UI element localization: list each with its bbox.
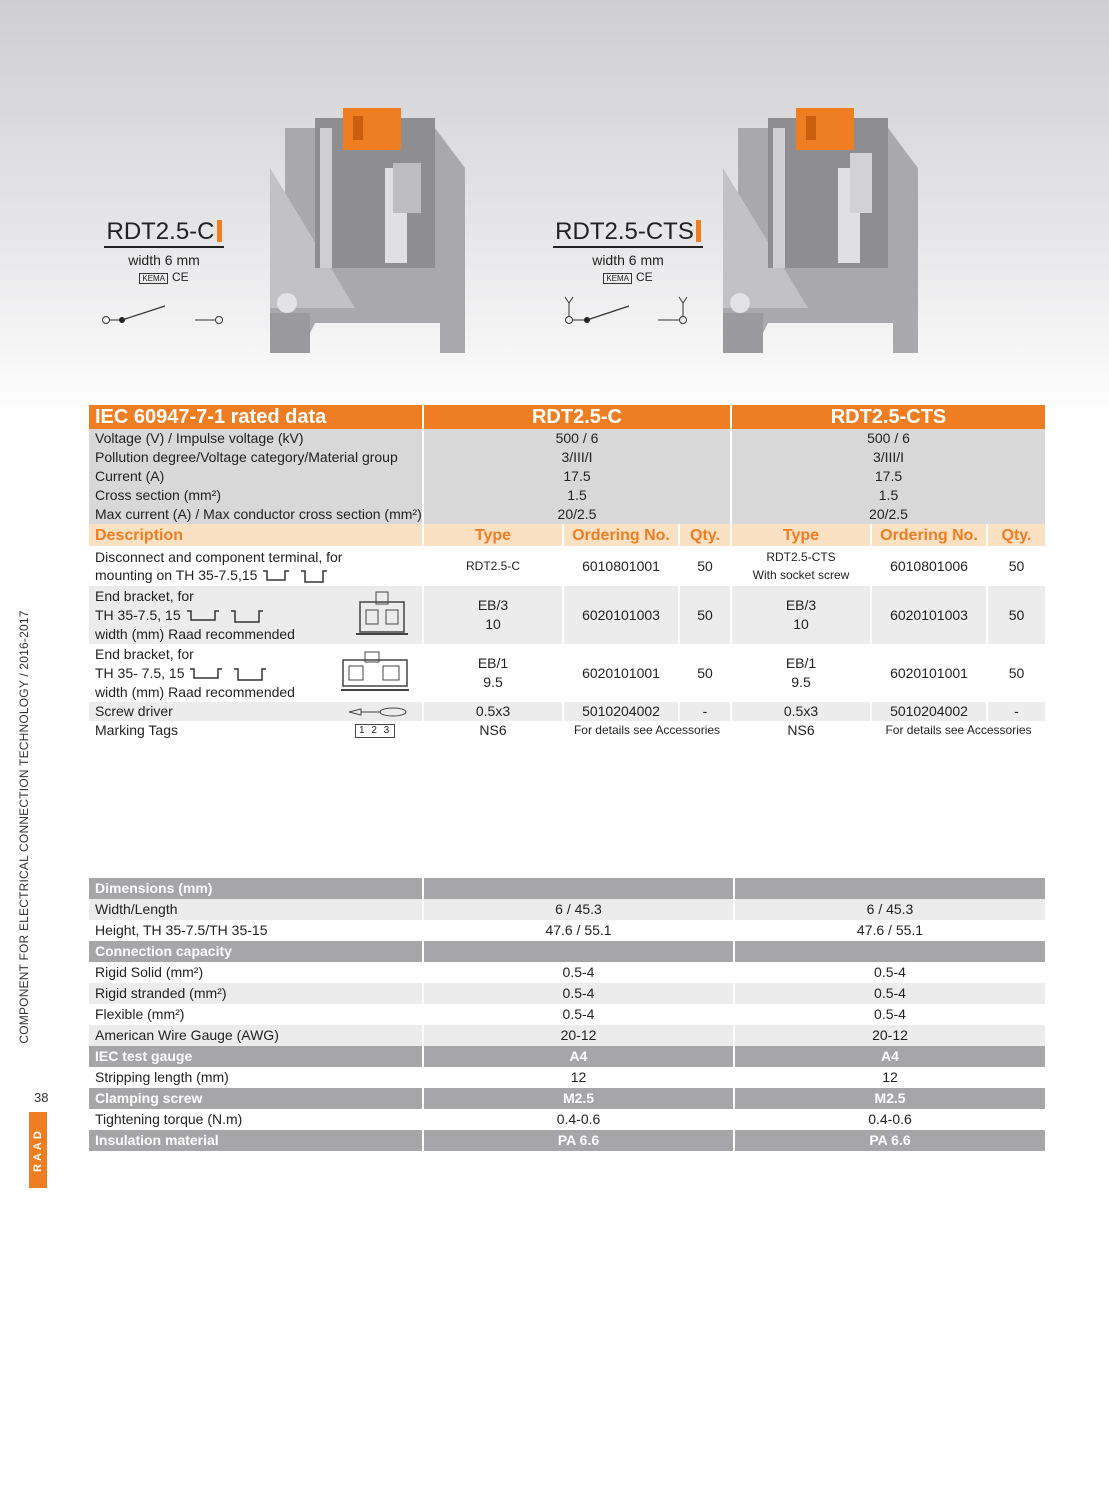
- qty-value: 50: [987, 644, 1045, 702]
- type-value: NS6: [423, 721, 563, 740]
- rated-label: Max current (A) / Max conductor cross section (mm²): [89, 505, 423, 524]
- type-value: 0.5x3: [423, 702, 563, 721]
- ordering-row: [89, 644, 1045, 702]
- ordering-description: [89, 644, 423, 702]
- rated-title: IEC 60947-7-1 rated data: [89, 405, 423, 429]
- ordering-header: Ordering No.: [563, 524, 679, 546]
- spec-value-2: [734, 878, 1045, 899]
- ordering-number: 5010204002: [563, 702, 679, 721]
- spec-value-1: 0.5-4: [423, 1004, 734, 1025]
- product-name: RDT2.5-CTS: [553, 218, 703, 248]
- spec-value-2: 6 / 45.3: [734, 899, 1045, 920]
- terminal-block-image-rdt25cts: [708, 108, 928, 358]
- spec-value-2: A4: [734, 1046, 1045, 1067]
- ordering-header-row: [89, 524, 1045, 546]
- ordering-description: [89, 546, 423, 586]
- type-line: EB/1: [477, 655, 509, 671]
- ordering-description: [89, 721, 423, 740]
- rated-value: 20/2.5: [731, 505, 1045, 524]
- qty-value: 50: [679, 644, 731, 702]
- terminal-block-image-rdt25c: [255, 108, 475, 358]
- type-value: [731, 546, 871, 586]
- type-note: 10: [485, 616, 501, 632]
- type-value: [423, 644, 563, 702]
- ordering-row: [89, 546, 1045, 586]
- spec-label: Rigid stranded (mm²): [89, 983, 423, 1004]
- spec-label: Dimensions (mm): [89, 878, 423, 899]
- type-value: NS6: [731, 721, 871, 740]
- rated-row: [89, 505, 1045, 524]
- ordering-note: For details see Accessories: [563, 721, 731, 740]
- product-label-rdt25c: [100, 218, 228, 284]
- type-line: EB/1: [785, 655, 817, 671]
- desc-line: End bracket, for: [95, 587, 194, 604]
- rated-row: [89, 429, 1045, 448]
- spec-value-1: 0.4-0.6: [423, 1109, 734, 1130]
- spec-row: [89, 983, 1045, 1004]
- screwdriver-icon: [347, 706, 409, 718]
- spec-row: [89, 899, 1045, 920]
- spec-label: Stripping length (mm): [89, 1067, 423, 1088]
- spec-value-1: A4: [423, 1046, 734, 1067]
- ordering-number: 6020101001: [871, 644, 987, 702]
- spec-label: Insulation material: [89, 1130, 423, 1151]
- spec-label: American Wire Gauge (AWG): [89, 1025, 423, 1046]
- ordering-row: [89, 721, 1045, 740]
- rated-value: 20/2.5: [423, 505, 731, 524]
- spec-value-1: 6 / 45.3: [423, 899, 734, 920]
- product-column-1: RDT2.5-C: [423, 405, 731, 429]
- ordering-note: For details see Accessories: [871, 721, 1045, 740]
- rated-value: 3/III/I: [423, 448, 731, 467]
- spec-row: [89, 962, 1045, 983]
- rated-value: 17.5: [423, 467, 731, 486]
- spec-row: [89, 1109, 1045, 1130]
- spec-value-1: 12: [423, 1067, 734, 1088]
- type-note: 9.5: [483, 674, 503, 690]
- spec-value-2: 47.6 / 55.1: [734, 920, 1045, 941]
- desc-line: Screw driver: [95, 703, 173, 719]
- brand-logo: RAAD: [29, 1112, 47, 1188]
- rated-value: 3/III/I: [731, 448, 1045, 467]
- ordering-description: [89, 586, 423, 644]
- type-value: [731, 644, 871, 702]
- spec-value-2: PA 6.6: [734, 1130, 1045, 1151]
- rated-value: 500 / 6: [731, 429, 1045, 448]
- rated-header-row: [89, 405, 1045, 429]
- product-column-2: RDT2.5-CTS: [731, 405, 1045, 429]
- spec-value-2: 12: [734, 1067, 1045, 1088]
- certification-marks: KEMA CE: [100, 270, 228, 284]
- ordering-header: Ordering No.: [871, 524, 987, 546]
- spec-label: Connection capacity: [89, 941, 423, 962]
- rated-value: 500 / 6: [423, 429, 731, 448]
- rated-label: Cross section (mm²): [89, 486, 423, 505]
- product-name: RDT2.5-C: [104, 218, 223, 248]
- type-value: [731, 586, 871, 644]
- ordering-description: [89, 702, 423, 721]
- qty-header: Qty.: [987, 524, 1045, 546]
- spec-row: [89, 1025, 1045, 1046]
- type-value: RDT2.5-C: [423, 546, 563, 586]
- ordering-number: 6010801001: [563, 546, 679, 586]
- switch-symbol-socket-icon: [563, 293, 693, 331]
- qty-value: 50: [987, 546, 1045, 586]
- spec-value-2: [734, 941, 1045, 962]
- desc-line: width (mm) Raad recommended: [95, 683, 295, 700]
- spec-section-row: [89, 878, 1045, 899]
- qty-value: 50: [679, 586, 731, 644]
- product-width: width 6 mm: [592, 252, 664, 268]
- rated-row: [89, 448, 1045, 467]
- spec-value-2: 0.4-0.6: [734, 1109, 1045, 1130]
- spec-row: [89, 1004, 1045, 1025]
- qty-value: 50: [679, 546, 731, 586]
- product-label-rdt25cts: [553, 218, 703, 284]
- spec-value-1: 0.5-4: [423, 962, 734, 983]
- qty-value: -: [679, 702, 731, 721]
- type-value: 0.5x3: [731, 702, 871, 721]
- type-line: EB/3: [477, 597, 509, 613]
- desc-line: TH 35-7.5, 15: [95, 606, 181, 623]
- ordering-number: 6020101003: [871, 586, 987, 644]
- spec-value-1: 20-12: [423, 1025, 734, 1046]
- type-value: [423, 586, 563, 644]
- rated-row: [89, 486, 1045, 505]
- din-rail-icon: [188, 666, 272, 682]
- spec-label: Flexible (mm²): [89, 1004, 423, 1025]
- type-note: 10: [793, 616, 809, 632]
- certification-marks: KEMA CE: [553, 270, 703, 284]
- desc-line: mounting on TH 35-7.5,15: [95, 566, 258, 583]
- din-rail-icon: [185, 608, 269, 624]
- kema-logo: KEMA: [603, 273, 632, 284]
- spec-value-2: 0.5-4: [734, 1004, 1045, 1025]
- din-rail-icon: [261, 568, 331, 584]
- ordering-number: 6010801006: [871, 546, 987, 586]
- type-note: 9.5: [791, 674, 811, 690]
- spec-value-2: M2.5: [734, 1088, 1045, 1109]
- rated-value: 1.5: [423, 486, 731, 505]
- product-hero: [0, 0, 1109, 420]
- type-note: With socket screw: [752, 568, 850, 582]
- description-header: Description: [89, 524, 423, 546]
- spec-section-row: [89, 1130, 1045, 1151]
- spec-label: Rigid Solid (mm²): [89, 962, 423, 983]
- ordering-row: [89, 702, 1045, 721]
- ordering-number: 6020101001: [563, 644, 679, 702]
- spec-value-2: 0.5-4: [734, 983, 1045, 1004]
- rated-data-table: [89, 405, 1045, 740]
- type-line: EB/3: [785, 597, 817, 613]
- spec-row: [89, 1067, 1045, 1088]
- marking-tags-icon: 1 2 3: [355, 724, 395, 738]
- spec-value-1: 47.6 / 55.1: [423, 920, 734, 941]
- desc-line: TH 35- 7.5, 15: [95, 664, 185, 681]
- spec-value-1: [423, 878, 734, 899]
- dimensions-table: [89, 878, 1045, 1151]
- desc-line: Marking Tags: [95, 722, 179, 738]
- spec-section-row: [89, 1088, 1045, 1109]
- spec-row: [89, 920, 1045, 941]
- type-header: Type: [423, 524, 563, 546]
- ordering-number: 6020101003: [563, 586, 679, 644]
- spec-value-2: 20-12: [734, 1025, 1045, 1046]
- rated-value: 1.5: [731, 486, 1045, 505]
- rated-label: Pollution degree/Voltage category/Material group: [89, 448, 423, 467]
- spec-label: Width/Length: [89, 899, 423, 920]
- type-line: RDT2.5-CTS: [766, 550, 836, 564]
- qty-value: 50: [987, 586, 1045, 644]
- end-bracket-icon: [354, 590, 410, 640]
- type-header: Type: [731, 524, 871, 546]
- spec-label: Height, TH 35-7.5/TH 35-15: [89, 920, 423, 941]
- spec-label: Clamping screw: [89, 1088, 423, 1109]
- product-width: width 6 mm: [128, 252, 200, 268]
- spec-value-1: M2.5: [423, 1088, 734, 1109]
- ordering-number: 5010204002: [871, 702, 987, 721]
- rated-label: Current (A): [89, 467, 423, 486]
- spec-value-1: [423, 941, 734, 962]
- spec-label: IEC test gauge: [89, 1046, 423, 1067]
- ordering-row: [89, 586, 1045, 644]
- desc-line: width (mm) Raad recommended: [95, 625, 295, 642]
- desc-line: End bracket, for: [95, 645, 194, 662]
- rated-label: Voltage (V) / Impulse voltage (kV): [89, 429, 423, 448]
- spec-label: Tightening torque (N.m): [89, 1109, 423, 1130]
- qty-header: Qty.: [679, 524, 731, 546]
- end-bracket-icon: [339, 650, 411, 696]
- spec-value-1: PA 6.6: [423, 1130, 734, 1151]
- switch-symbol-icon: [100, 300, 230, 330]
- qty-value: -: [987, 702, 1045, 721]
- spec-section-row: [89, 941, 1045, 962]
- spec-value-1: 0.5-4: [423, 983, 734, 1004]
- catalog-running-title: COMPONENT FOR ELECTRICAL CONNECTION TECHNOLOGY / 2016-2017: [17, 610, 31, 1044]
- rated-row: [89, 467, 1045, 486]
- kema-logo: KEMA: [139, 273, 168, 284]
- spec-value-2: 0.5-4: [734, 962, 1045, 983]
- desc-line: Disconnect and component terminal, for: [95, 548, 343, 565]
- page-number: 38: [34, 1090, 49, 1105]
- spec-section-row: [89, 1046, 1045, 1067]
- rated-value: 17.5: [731, 467, 1045, 486]
